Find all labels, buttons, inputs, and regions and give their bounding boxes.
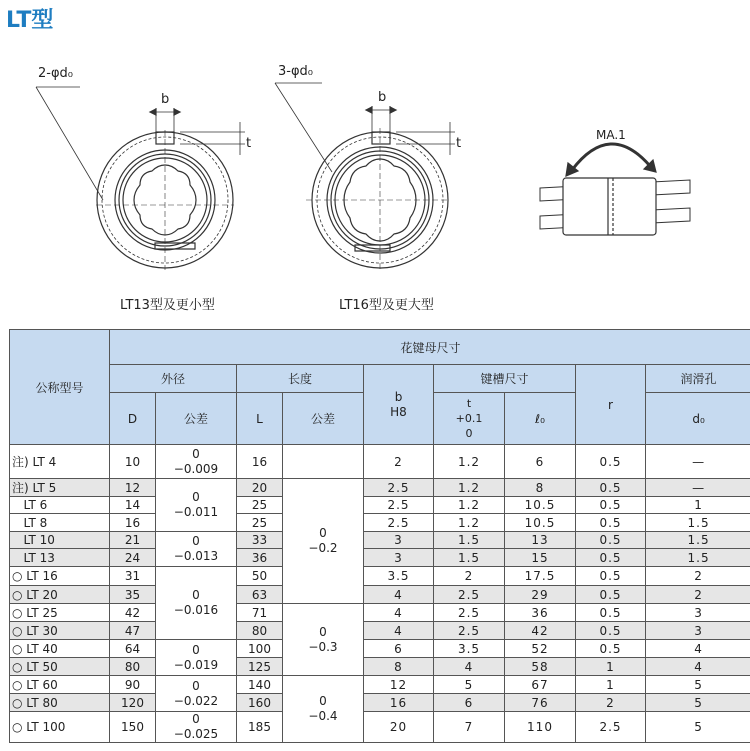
model-cell: ○ LT 50: [10, 658, 110, 676]
header-t-zero: 0: [465, 427, 473, 440]
l-cell: 185: [237, 712, 283, 743]
header-outer: 外径: [110, 365, 237, 393]
header-tol: 公差: [156, 393, 237, 445]
d-tol-lower: −0.022: [173, 693, 219, 708]
t-cell: 2.5: [434, 622, 505, 640]
l0-cell: 67: [505, 676, 576, 694]
b-cell: 2: [364, 445, 434, 479]
t-cell: 2.5: [434, 586, 505, 604]
l-cell: 36: [237, 549, 283, 567]
r-cell: 0.5: [576, 567, 646, 586]
l-tol-lower: −0.2: [308, 541, 338, 555]
header-h8-label: H8: [390, 404, 407, 419]
b-cell: 12: [364, 676, 434, 694]
left-hole-label: 2-φd₀: [38, 66, 74, 81]
header-lube: 润滑孔: [646, 365, 750, 393]
right-nut-figure: [275, 83, 455, 272]
r-cell: 1: [576, 658, 646, 676]
l0-cell: 76: [505, 694, 576, 712]
r-cell: 2.5: [576, 712, 646, 743]
header-l0: ℓ₀: [505, 393, 576, 445]
spec-table-body: [10, 445, 750, 743]
r-cell: 0.5: [576, 514, 646, 532]
l-cell: 25: [237, 497, 283, 514]
d-tol-cell: [156, 479, 237, 532]
moment-figure: [540, 144, 690, 235]
b-cell: 4: [364, 586, 434, 604]
table-row: [10, 622, 750, 640]
l0-cell: 10.5: [505, 497, 576, 514]
d-cell: 31: [110, 567, 156, 586]
d0-cell: 1.5: [646, 532, 750, 549]
d-tol-upper: 0: [192, 712, 200, 726]
r-cell: 2: [576, 694, 646, 712]
r-cell: 0.5: [576, 586, 646, 604]
l-tol-empty: [283, 445, 364, 479]
d0-cell: 4: [646, 640, 750, 658]
t-cell: 7: [434, 712, 505, 743]
l-cell: 33: [237, 532, 283, 549]
l0-cell: 6: [505, 445, 576, 479]
table-row: [10, 514, 750, 532]
b-cell: 2.5: [364, 514, 434, 532]
header-length: 长度: [237, 365, 364, 393]
d-tol-upper: 0: [192, 534, 200, 548]
d0-cell: 2: [646, 586, 750, 604]
header-D: D: [110, 393, 156, 445]
model-cell: LT 13: [10, 549, 110, 567]
header-t: [434, 393, 505, 445]
d-cell: 64: [110, 640, 156, 658]
d-cell: 14: [110, 497, 156, 514]
d-tol-lower: −0.013: [173, 549, 219, 563]
l0-cell: 58: [505, 658, 576, 676]
l-tol-lower: −0.4: [308, 709, 338, 723]
left-nut-figure: [36, 87, 245, 270]
l-tol-cell: [283, 604, 364, 676]
model-cell: LT 8: [10, 514, 110, 532]
d0-cell: 5: [646, 676, 750, 694]
model-cell: LT 10: [10, 532, 110, 549]
table-row: [10, 658, 750, 676]
l-tol-upper: 0: [319, 624, 327, 639]
d-cell: 80: [110, 658, 156, 676]
d-tol-cell: [156, 567, 237, 640]
d-tol-upper: 0: [192, 588, 200, 602]
l0-cell: 10.5: [505, 514, 576, 532]
model-cell: ○ LT 30: [10, 622, 110, 640]
table-row: [10, 640, 750, 658]
table-row: [10, 567, 750, 586]
l-tol-cell: [283, 479, 364, 604]
right-caption: LT16型及更大型: [339, 298, 434, 313]
model-cell: ○ LT 20: [10, 586, 110, 604]
r-cell: 0.5: [576, 445, 646, 479]
table-row: [10, 549, 750, 567]
t-cell: 4: [434, 658, 505, 676]
d-cell: 12: [110, 479, 156, 497]
d-tol-upper: 0: [192, 678, 200, 693]
d-cell: 35: [110, 586, 156, 604]
t-cell: 5: [434, 676, 505, 694]
l-tol-lower: −0.3: [308, 639, 338, 654]
r-cell: 0.5: [576, 479, 646, 497]
r-cell: 0.5: [576, 622, 646, 640]
d0-cell: 5: [646, 694, 750, 712]
l-tol-upper: 0: [319, 526, 327, 540]
spec-table: [9, 329, 750, 743]
header-b: [364, 365, 434, 445]
l-cell: 16: [237, 445, 283, 479]
d-tol-lower: −0.011: [173, 505, 219, 519]
d-cell: 150: [110, 712, 156, 743]
d-tol-lower: −0.025: [173, 727, 219, 741]
l-cell: 100: [237, 640, 283, 658]
d0-cell: 1.5: [646, 514, 750, 532]
left-caption: LT13型及更小型: [120, 298, 215, 313]
l-tol-cell: [283, 676, 364, 743]
d0-cell: —: [646, 479, 750, 497]
r-cell: 0.5: [576, 532, 646, 549]
t-cell: 1.5: [434, 532, 505, 549]
d-cell: 42: [110, 604, 156, 622]
spline-nut-diagram: [0, 40, 750, 330]
header-b-label: b: [394, 389, 403, 404]
l-cell: 63: [237, 586, 283, 604]
header-model: 公称型号: [10, 330, 110, 445]
header-r: r: [576, 365, 646, 445]
header-t-label: t: [466, 397, 472, 410]
table-row: [10, 497, 750, 514]
l0-cell: 110: [505, 712, 576, 743]
b-cell: 2.5: [364, 479, 434, 497]
l-cell: 50: [237, 567, 283, 586]
l0-cell: 15: [505, 549, 576, 567]
t-cell: 1.2: [434, 479, 505, 497]
t-cell: 1.2: [434, 514, 505, 532]
page-title: LT型: [6, 8, 54, 33]
b-cell: 3.5: [364, 567, 434, 586]
d-tol-cell: [156, 532, 237, 567]
header-t-tol: +0.1: [455, 412, 483, 425]
t-cell: 2: [434, 567, 505, 586]
l-cell: 20: [237, 479, 283, 497]
right-t-label: t: [456, 136, 462, 151]
model-cell: LT 6: [10, 497, 110, 514]
b-cell: 2.5: [364, 497, 434, 514]
l-cell: 71: [237, 604, 283, 622]
l-cell: 140: [237, 676, 283, 694]
header-keyway: 键槽尺寸: [434, 365, 576, 393]
b-cell: 8: [364, 658, 434, 676]
b-cell: 16: [364, 694, 434, 712]
r-cell: 0.5: [576, 549, 646, 567]
t-cell: 1.2: [434, 497, 505, 514]
l0-cell: 52: [505, 640, 576, 658]
l-cell: 80: [237, 622, 283, 640]
left-b-label: b: [161, 92, 170, 107]
b-cell: 20: [364, 712, 434, 743]
b-cell: 6: [364, 640, 434, 658]
b-cell: 4: [364, 622, 434, 640]
model-cell: ○ LT 40: [10, 640, 110, 658]
right-b-label: b: [378, 90, 387, 105]
r-cell: 0.5: [576, 497, 646, 514]
d-tol-cell: [156, 640, 237, 676]
table-row: [10, 479, 750, 497]
l0-cell: 17.5: [505, 567, 576, 586]
d0-cell: 3: [646, 622, 750, 640]
l-tol-upper: 0: [319, 694, 327, 708]
d0-cell: 5: [646, 712, 750, 743]
r-cell: 0.5: [576, 604, 646, 622]
d-tol-upper: 0: [192, 446, 200, 461]
d0-cell: 2: [646, 567, 750, 586]
header-L: L: [237, 393, 283, 445]
t-cell: 2.5: [434, 604, 505, 622]
t-cell: 6: [434, 694, 505, 712]
l0-cell: 29: [505, 586, 576, 604]
l0-cell: 13: [505, 532, 576, 549]
d-tol-upper: 0: [192, 642, 200, 657]
l-cell: 125: [237, 658, 283, 676]
model-cell: 注) LT 4: [10, 445, 110, 479]
r-cell: 1: [576, 676, 646, 694]
l0-cell: 36: [505, 604, 576, 622]
d-tol-cell: [156, 676, 237, 712]
d0-cell: 4: [646, 658, 750, 676]
d-tol-upper: 0: [192, 490, 200, 504]
d-cell: 90: [110, 676, 156, 694]
d-cell: 120: [110, 694, 156, 712]
table-row: [10, 532, 750, 549]
table-row: [10, 712, 750, 743]
table-row: [10, 586, 750, 604]
model-cell: ○ LT 60: [10, 676, 110, 694]
d-tol-lower: −0.019: [173, 657, 219, 672]
header-ltol: 公差: [283, 393, 364, 445]
d0-cell: 1: [646, 497, 750, 514]
t-cell: 1.5: [434, 549, 505, 567]
l0-cell: 42: [505, 622, 576, 640]
b-cell: 4: [364, 604, 434, 622]
table-row: [10, 694, 750, 712]
d-cell: 16: [110, 514, 156, 532]
d-tol-lower: −0.016: [173, 603, 219, 617]
right-hole-label: 3-φd₀: [278, 64, 314, 79]
table-row: [10, 445, 750, 479]
model-cell: ○ LT 16: [10, 567, 110, 586]
model-cell: 注) LT 5: [10, 479, 110, 497]
l-cell: 160: [237, 694, 283, 712]
model-cell: ○ LT 25: [10, 604, 110, 622]
d-tol-cell: [156, 445, 237, 479]
moment-label: MA.1: [596, 128, 626, 142]
d-tol-cell: [156, 712, 237, 743]
b-cell: 3: [364, 532, 434, 549]
d-cell: 24: [110, 549, 156, 567]
header-d0: d₀: [646, 393, 750, 445]
model-cell: ○ LT 80: [10, 694, 110, 712]
r-cell: 0.5: [576, 640, 646, 658]
left-t-label: t: [246, 136, 252, 151]
d0-cell: —: [646, 445, 750, 479]
l0-cell: 8: [505, 479, 576, 497]
table-row: [10, 676, 750, 694]
b-cell: 3: [364, 549, 434, 567]
d-cell: 47: [110, 622, 156, 640]
header-group: 花键母尺寸: [110, 330, 750, 365]
d0-cell: 3: [646, 604, 750, 622]
model-cell: ○ LT 100: [10, 712, 110, 743]
l-cell: 25: [237, 514, 283, 532]
d-tol-lower: −0.009: [173, 461, 219, 476]
d0-cell: 1.5: [646, 549, 750, 567]
d-cell: 10: [110, 445, 156, 479]
d-cell: 21: [110, 532, 156, 549]
table-row: [10, 604, 750, 622]
t-cell: 1.2: [434, 445, 505, 479]
t-cell: 3.5: [434, 640, 505, 658]
